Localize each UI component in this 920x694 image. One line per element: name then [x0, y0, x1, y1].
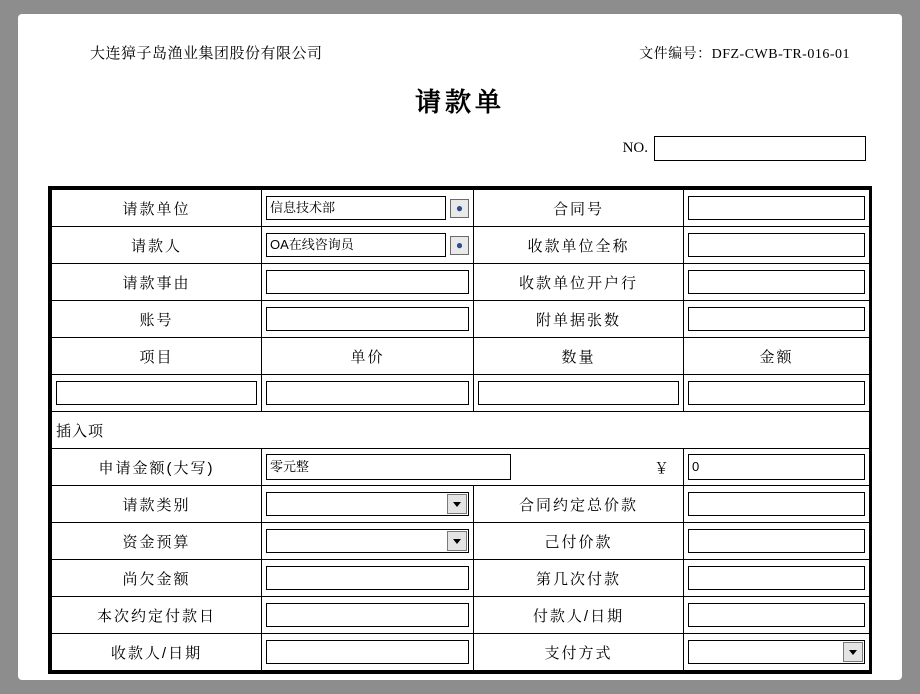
insert-item-link[interactable]: 插入项	[52, 412, 870, 449]
no-field-group	[623, 136, 866, 161]
label-agreed-payment-date: 本次约定付款日	[52, 597, 262, 634]
field-payee-date	[262, 634, 474, 671]
currency-symbol: ￥	[653, 459, 669, 477]
label-payer-date: 付款人/日期	[474, 597, 684, 634]
payee-bank-input[interactable]	[688, 270, 865, 294]
label-paid-amount: 己付价款	[474, 523, 684, 560]
label-account-no: 账号	[52, 301, 262, 338]
item-header-row	[52, 338, 870, 375]
field-request-unit	[262, 190, 474, 227]
attachment-count-input[interactable]	[688, 307, 865, 331]
field-outstanding-amount	[262, 560, 474, 597]
field-payment-sequence	[684, 560, 870, 597]
requester-group	[266, 233, 469, 257]
item-input[interactable]	[56, 381, 257, 405]
payee-full-name-input[interactable]	[688, 233, 865, 257]
field-payee-full-name	[684, 227, 870, 264]
field-payee-bank	[684, 264, 870, 301]
field-amount-in-words	[262, 449, 684, 486]
label-request-unit: 请款单位	[52, 190, 262, 227]
field-amount	[684, 375, 870, 412]
payment-method-select[interactable]	[688, 640, 865, 664]
field-request-category	[262, 486, 474, 523]
field-request-reason	[262, 264, 474, 301]
amount-input[interactable]	[688, 381, 865, 405]
chevron-down-icon[interactable]	[447, 531, 467, 551]
label-payment-sequence: 第几次付款	[474, 560, 684, 597]
table-row	[52, 597, 870, 634]
column-header-amount: 金额	[684, 338, 870, 375]
label-payee-full-name: 收款单位全称	[474, 227, 684, 264]
field-contract-total	[684, 486, 870, 523]
amount-row	[52, 449, 870, 486]
label-payee-bank: 收款单位开户行	[474, 264, 684, 301]
outstanding-amount-input[interactable]	[266, 566, 469, 590]
no-input[interactable]	[654, 136, 866, 161]
label-fund-budget: 资金预算	[52, 523, 262, 560]
field-contract-no	[684, 190, 870, 227]
request-unit-group	[266, 196, 469, 220]
item-input-row	[52, 375, 870, 412]
agreed-payment-date-input[interactable]	[266, 603, 469, 627]
label-requester: 请款人	[52, 227, 262, 264]
amount-in-words-input[interactable]: 零元整	[266, 454, 511, 480]
field-quantity	[474, 375, 684, 412]
payee-date-input[interactable]	[266, 640, 469, 664]
field-item	[52, 375, 262, 412]
column-header-quantity: 数量	[474, 338, 684, 375]
field-paid-amount	[684, 523, 870, 560]
field-unit-price	[262, 375, 474, 412]
table-row	[52, 560, 870, 597]
company-name: 大连獐子岛渔业集团股份有限公司	[90, 45, 323, 62]
fund-budget-select[interactable]	[266, 529, 469, 553]
request-reason-input[interactable]	[266, 270, 469, 294]
paid-amount-input[interactable]	[688, 529, 865, 553]
column-header-unit-price: 单价	[262, 338, 474, 375]
person-picker-icon[interactable]: ●	[450, 199, 469, 218]
unit-price-input[interactable]	[266, 381, 469, 405]
document-number: 文件编号：DFZ-CWB-TR-016-01	[639, 47, 850, 62]
document-header	[18, 42, 902, 66]
table-row	[52, 301, 870, 338]
amount-numeric-input[interactable]: 0	[688, 454, 865, 480]
chevron-down-icon[interactable]	[843, 642, 863, 662]
contract-total-input[interactable]	[688, 492, 865, 516]
field-payment-method	[684, 634, 870, 671]
insert-row	[52, 412, 870, 449]
label-request-reason: 请款事由	[52, 264, 262, 301]
field-agreed-payment-date	[262, 597, 474, 634]
no-label: NO.	[622, 140, 648, 156]
field-requester	[262, 227, 474, 264]
label-amount-in-words: 申请金额(大写)	[52, 449, 262, 486]
table-row	[52, 523, 870, 560]
requester-input[interactable]: OA在线咨询员	[266, 233, 446, 257]
request-category-select[interactable]	[266, 492, 469, 516]
label-payment-method: 支付方式	[474, 634, 684, 671]
table-row	[52, 486, 870, 523]
label-payee-date: 收款人/日期	[52, 634, 262, 671]
field-payer-date	[684, 597, 870, 634]
table-row	[52, 634, 870, 671]
label-contract-no: 合同号	[474, 190, 684, 227]
payer-date-input[interactable]	[688, 603, 865, 627]
account-no-input[interactable]	[266, 307, 469, 331]
document-sheet	[18, 14, 902, 680]
table-row	[52, 264, 870, 301]
field-attachment-count	[684, 301, 870, 338]
quantity-input[interactable]	[478, 381, 679, 405]
contract-no-input[interactable]	[688, 196, 865, 220]
label-request-category: 请款类别	[52, 486, 262, 523]
payment-sequence-input[interactable]	[688, 566, 865, 590]
request-unit-input[interactable]: 信息技术部	[266, 196, 446, 220]
person-picker-icon[interactable]: ●	[450, 236, 469, 255]
column-header-item: 项目	[52, 338, 262, 375]
chevron-down-icon[interactable]	[447, 494, 467, 514]
page-title: 请款单	[414, 87, 505, 117]
label-contract-total: 合同约定总价款	[474, 486, 684, 523]
label-outstanding-amount: 尚欠金额	[52, 560, 262, 597]
field-account-no	[262, 301, 474, 338]
field-amount-numeric	[684, 449, 870, 486]
field-fund-budget	[262, 523, 474, 560]
request-form-table	[48, 186, 872, 674]
table-row	[52, 190, 870, 227]
label-attachment-count: 附单据张数	[474, 301, 684, 338]
table-row	[52, 227, 870, 264]
